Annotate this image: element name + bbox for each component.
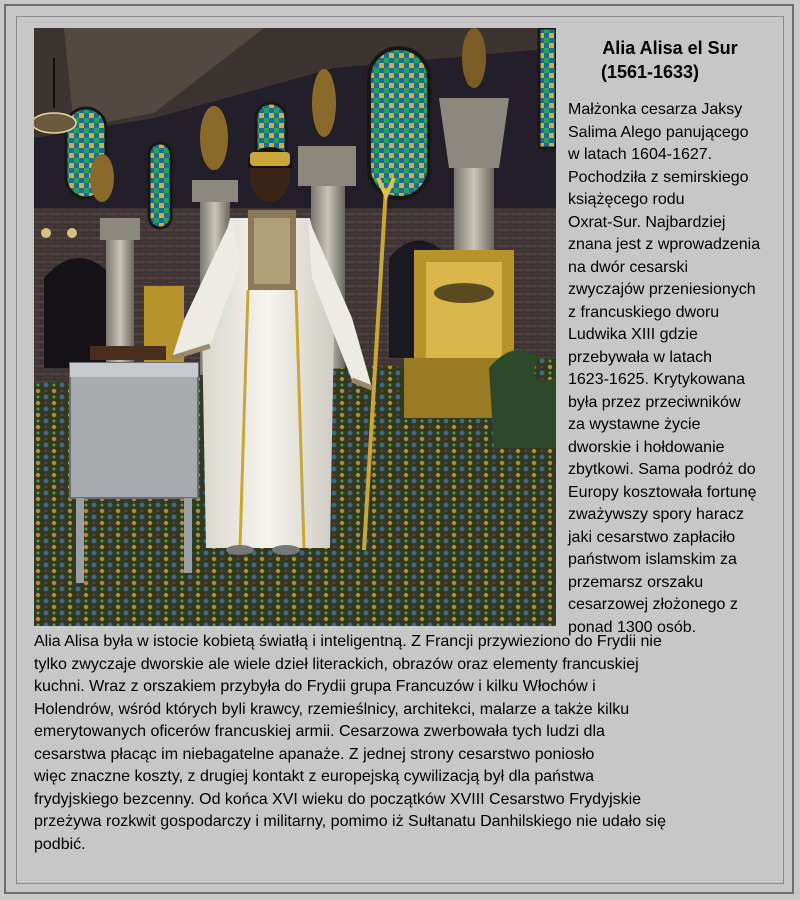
portrait-illustration [34,28,556,626]
page-title [560,36,780,84]
main-paragraph: Alia Alisa była w istocie kobietą światłą i inteligentną. Z Francji przywieziono do Frydii nie tylko zwyczaje dworskie ale wiele dzieł literackich, obrazów oraz elementy francuskiej kuchni. Wraz z orszakiem przybyła do Frydii grupa Francuzów i kilku Włochów i Holendrów, wśród których byli krawcy, rzemieślnicy, architekci, malarze a także kilku emerytowanych oficerów francuskiej armii. Cesarzowa zwerbowała tych ludzi dla cesarstwa płacąc im niebagatelne apanaże. Z jednej strony cesarstwo poniosło więc znaczne koszty, z drugiej kontakt z europejską cywilizacją był dla państwa frydyjskiego bezcenny. Od końca XVI wieku do początków XVIII Cesarstwo Frydyjskie przeżywa rozkwit gospodarczy i militarny, pomimo iż Sułtanatu Danhilskiego nie udało się podbić. [34,633,666,853]
title-name: Alia Alisa el Sur [602,38,738,58]
side-paragraph: Małżonka cesarza Jaksy Salima Alego panującego w latach 1604-1627. Pochodziła z semirskiego książęcego rodu Oxrat-Sur. Najbardziej znana jest z wprowadzenia na dwór cesarski zwyczajów przeniesionych z francuskiego dworu Ludwika XIII gdzie przebywała w latach 1623-1625. Krytykowana była przez przeciwników za wystawne życie dworskie i hołdowanie zbytkowi. Sama podróż do Europy kosztowała fortunę zważywszy spory haracz jaki cesarstwo zapłaciło państwom islamskim za przemarsz orszaku cesarzowej złożonego z ponad 1300 osób. [568,101,761,636]
title-years: (1561-1633) [600,62,700,82]
empress-portrait [34,28,556,626]
